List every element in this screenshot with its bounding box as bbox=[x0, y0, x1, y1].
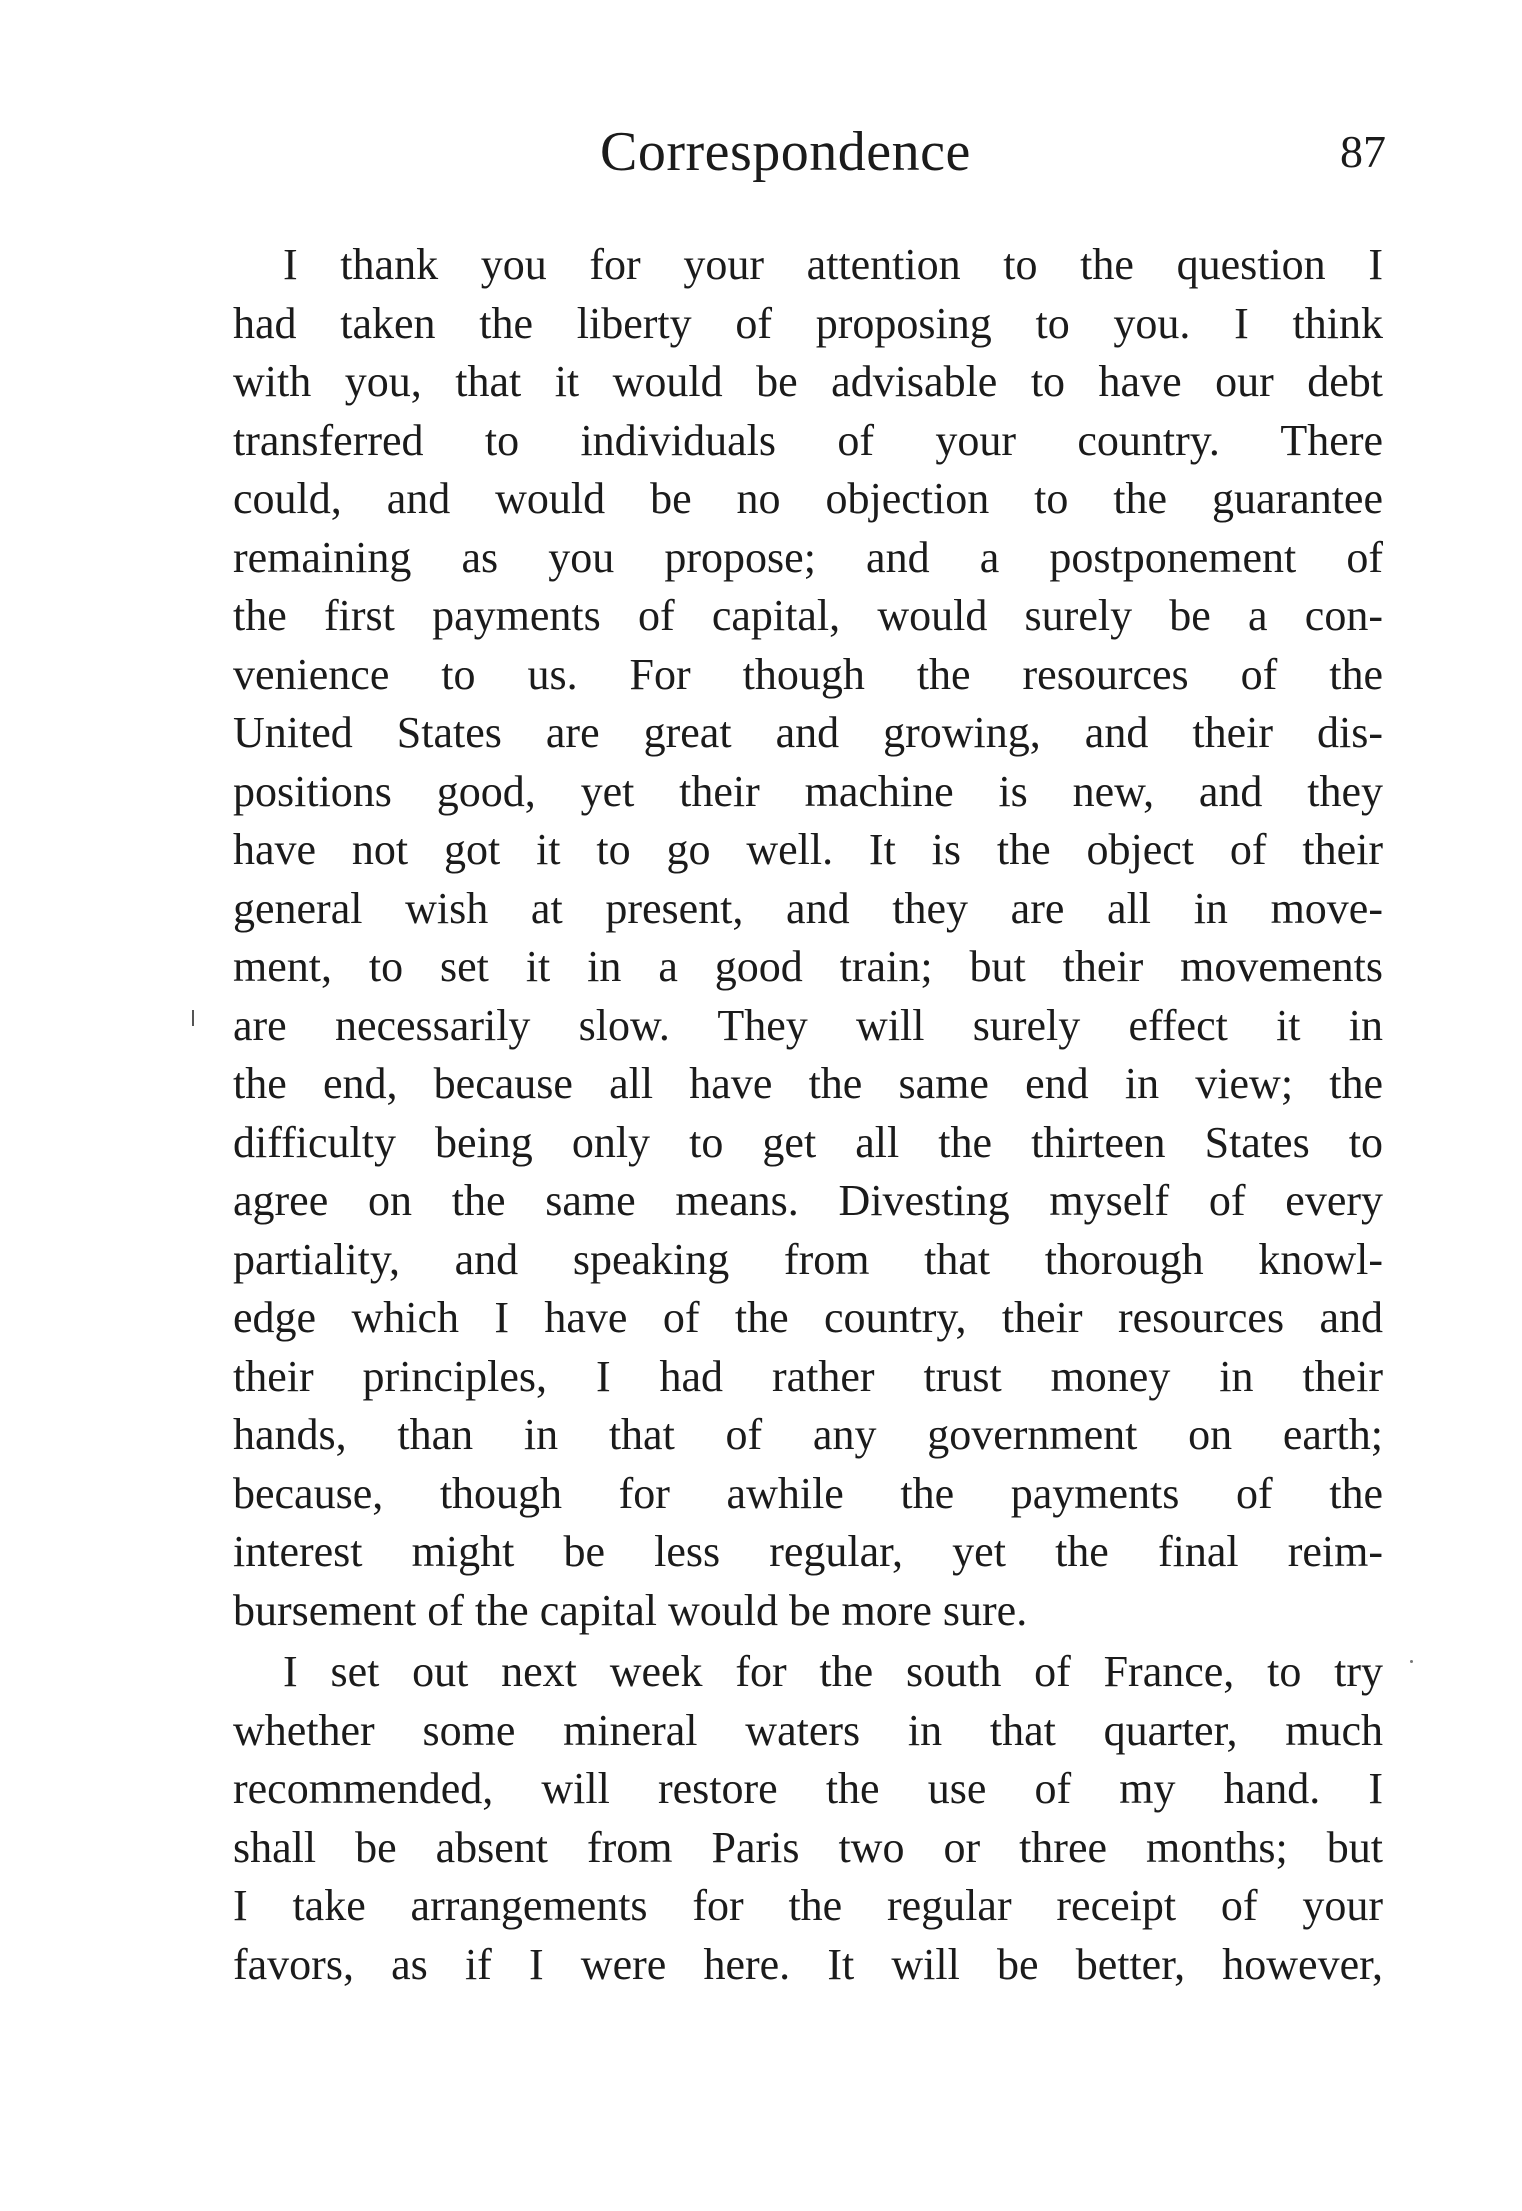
text-line: agree on the same means. Divesting myself of every bbox=[233, 1176, 1383, 1225]
text-line: transferred to individuals of your country. There bbox=[233, 415, 1383, 465]
text-line: interest might be less regular, yet the final reim- bbox=[233, 1527, 1383, 1576]
text-line: I set out next week for the south of France, to try bbox=[283, 1647, 1383, 1696]
text-line: ment, to set it in a good train; but their movements bbox=[233, 942, 1383, 991]
text-line: general wish at present, and they are all in move- bbox=[233, 883, 1383, 933]
text-line: edge which I have of the country, their resources and bbox=[233, 1293, 1383, 1342]
text-line: bursement of the capital would be more sure. bbox=[233, 1585, 1028, 1635]
text-line: I take arrangements for the regular receipt of your bbox=[233, 1881, 1383, 1930]
paragraph-1 bbox=[233, 236, 1383, 1640]
text-line: recommended, will restore the use of my hand. I bbox=[233, 1764, 1383, 1813]
running-head bbox=[0, 112, 1522, 192]
text-line: with you, that it would be advisable to have our debt bbox=[233, 357, 1383, 406]
text-line: shall be absent from Paris two or three months; but bbox=[233, 1822, 1383, 1872]
text-line: difficulty being only to get all the thirteen States to bbox=[233, 1117, 1383, 1167]
text-line: hands, than in that of any government on earth; bbox=[233, 1410, 1383, 1459]
paragraph-2 bbox=[233, 1643, 1383, 1994]
text-line: because, though for awhile the payments of the bbox=[233, 1468, 1383, 1518]
text-line: have not got it to go well. It is the object of their bbox=[233, 825, 1383, 874]
text-line: could, and would be no objection to the guarantee bbox=[233, 474, 1383, 523]
text-line: partiality, and speaking from that thorough knowl- bbox=[233, 1234, 1383, 1284]
text-line: the first payments of capital, would surely be a con- bbox=[233, 591, 1383, 640]
margin-mark bbox=[192, 1010, 194, 1026]
text-line: favors, as if I were here. It will be better, however, bbox=[233, 1939, 1383, 1989]
text-line: remaining as you propose; and a postponement of bbox=[233, 532, 1383, 582]
margin-speck bbox=[1410, 1660, 1413, 1663]
text-line: venience to us. For though the resources of the bbox=[233, 649, 1383, 699]
text-line: I thank you for your attention to the question I bbox=[283, 240, 1383, 289]
text-line: are necessarily slow. They will surely effect it in bbox=[233, 1000, 1383, 1050]
text-line: had taken the liberty of proposing to you. I think bbox=[233, 298, 1383, 348]
chapter-title: Correspondence bbox=[600, 121, 971, 183]
page-number: 87 bbox=[1340, 126, 1386, 177]
text-line: United States are great and growing, and their dis- bbox=[233, 708, 1383, 757]
text-line: their principles, I had rather trust money in their bbox=[233, 1351, 1383, 1401]
text-line: the end, because all have the same end in view; the bbox=[233, 1059, 1383, 1108]
body-text bbox=[233, 236, 1383, 1994]
text-line: whether some mineral waters in that quarter, much bbox=[233, 1705, 1383, 1755]
text-line: positions good, yet their machine is new, and they bbox=[233, 766, 1383, 816]
